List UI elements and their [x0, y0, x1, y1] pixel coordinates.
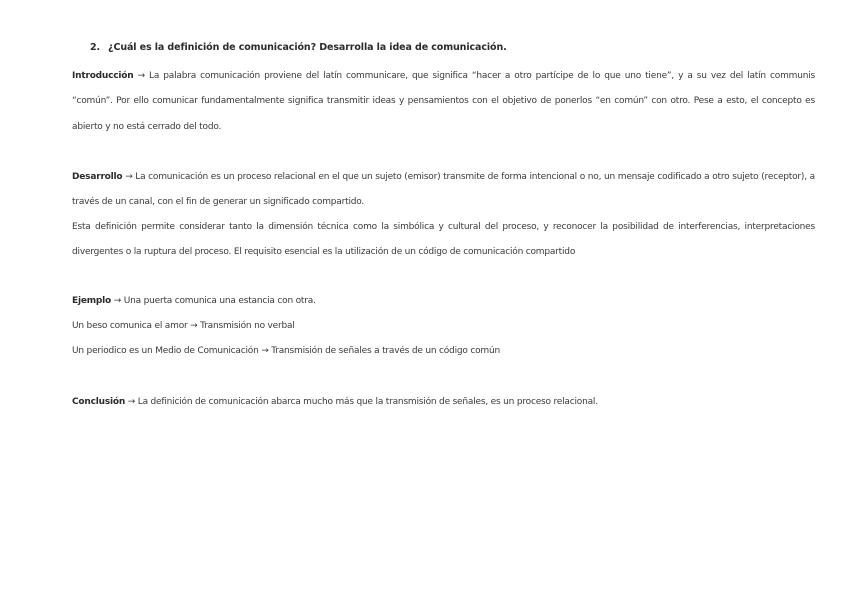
conclusion-paragraph — [72, 397, 598, 407]
conclusion-text: La definición de comunicación abarca mucho más que la transmisión de señales, es un proceso relacional. — [137, 397, 598, 407]
ejemplo-arrow: → — [113, 296, 122, 306]
conclusion-label: Conclusión — [72, 397, 126, 407]
introduccion-text: La palabra comunicación proviene del latín communicare, que significa “hacer a otro partícipe de lo que uno tiene”, y a su vez del latín communis “común”. Por ello comunicar fundamentalmente significa transmitir ideas y pensamientos con el objetivo de ponerlos “en común” con otro. Pese a esto, el concepto es abierto y no está cerrado del todo. — [72, 71, 816, 132]
introduccion-label: Introducción — [72, 71, 134, 81]
ejemplo-text-1: Una puerta comunica una estancia con otra. — [123, 296, 316, 306]
introduccion-arrow: → — [137, 71, 145, 81]
question-heading — [90, 42, 507, 53]
ejemplo-label: Ejemplo — [72, 296, 112, 306]
ejemplo-line-2 — [72, 321, 295, 331]
ejemplo-text-3: Un periodico es un Medio de Comunicación → Transmisión de señales a través de un código común — [72, 346, 500, 356]
desarrollo-text: La comunicación es un proceso relacional en el que un sujeto (emisor) transmite de forma intencional o no, un mensaje codificado a otro sujeto (receptor), a través de un canal, con el fin de generar un significado compartido. — [72, 172, 815, 208]
ejemplo-text-2: Un beso comunica el amor → Transmisión no verbal — [72, 321, 295, 331]
desarrollo-paragraph — [72, 165, 815, 216]
conclusion-arrow: → — [127, 397, 136, 407]
desarrollo-arrow: → — [125, 172, 133, 182]
desarrollo-text-2: Esta definición permite considerar tanto la dimensión técnica como la simbólica y cultural del proceso, y reconocer la posibilidad de interferencias, interpretaciones divergentes o la ruptura del proceso. El requisito esencial es la utilización de un código de comunicación compartido — [72, 222, 815, 258]
desarrollo-paragraph-2 — [72, 215, 815, 266]
ejemplo-line-1 — [72, 296, 316, 306]
desarrollo-label: Desarrollo — [72, 172, 123, 182]
introduccion-paragraph — [72, 64, 815, 140]
question-text: ¿Cuál es la definición de comunicación? Desarrolla la idea de comunicación. — [108, 42, 507, 53]
question-number: 2. — [90, 42, 101, 53]
ejemplo-line-3 — [72, 346, 500, 356]
